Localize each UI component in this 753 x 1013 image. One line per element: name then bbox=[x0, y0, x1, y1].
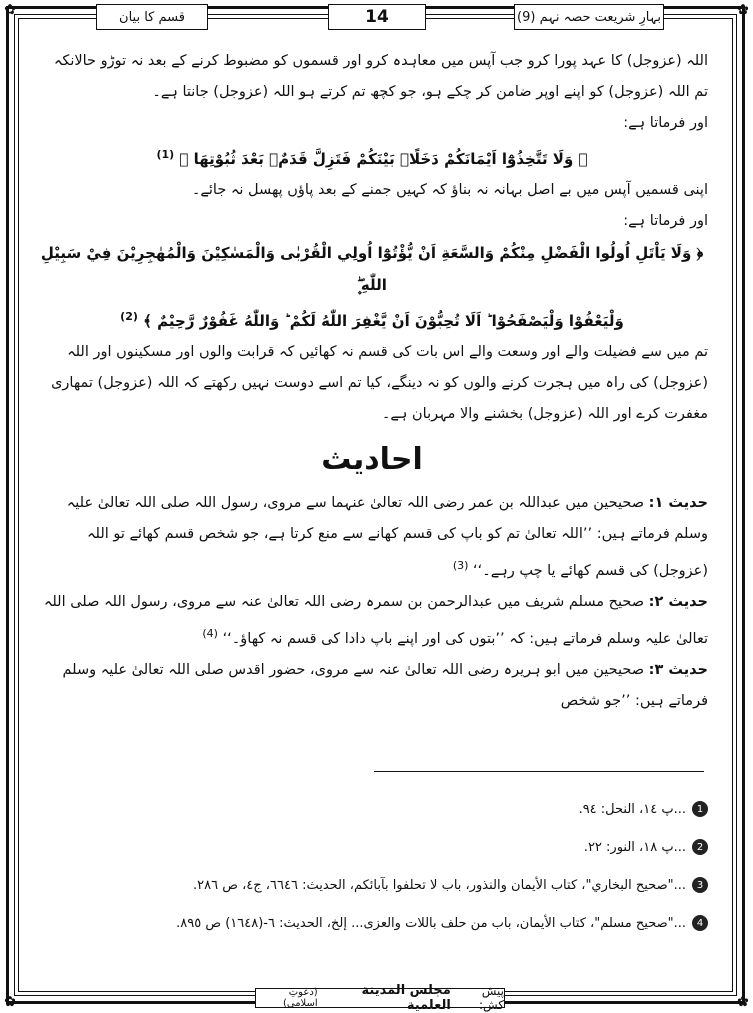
footnote-number: 1 bbox=[692, 801, 708, 817]
footnote-reference: (3) bbox=[452, 559, 469, 572]
paragraph: اور فرماتا ہے: bbox=[623, 115, 708, 131]
chapter-title: قسم کا بیان bbox=[96, 4, 208, 30]
footnote-reference: (4) bbox=[202, 626, 218, 640]
verse-text: ﴿ وَلَا يَاْتَلِ اُولُوا الْفَضْلِ مِنْكُمْ وَالسَّعَةِ اَنْ يُّؤْتُوْٓا اُولِي الْقُرْبٰى وَالْمَسٰكِيْنَ وَالْمُهٰجِرِيْنَ فِيْ سَبِيْلِ اللّٰهِ ۪ۖ bbox=[40, 244, 704, 294]
footnote bbox=[40, 790, 708, 828]
hadith-text: صحیح مسلم شریف میں عبدالرحمن بن سمرہ رضی اللہ تعالیٰ عنہ سے مروی، رسول اللہ صلی اللہ تعالیٰ علیہ وسلم فرماتے ہیں: کہ ’’بتوں کی اور اپنے باپ دادا کی قسم نہ کھاؤ۔‘‘ bbox=[43, 593, 708, 647]
quran-verse bbox=[36, 139, 708, 175]
footnote-number: 2 bbox=[692, 839, 708, 855]
hadith-label: حدیث ۱: bbox=[648, 495, 708, 511]
verse-text: ﴿ وَلَا تَتَّخِذُوْٓا اَيْمَانَكُمْ دَخَلًاۢ بَيْنَكُمْ فَتَزِلَّ قَدَمٌۢ بَعْدَ ثُبُوْتِهَا ﴾ bbox=[179, 150, 588, 168]
page-number: 14 bbox=[328, 4, 426, 30]
footnote-separator bbox=[374, 771, 704, 772]
hadith-item bbox=[36, 488, 708, 587]
footnote-text: ...پ ١٨، النور: ٢٢. bbox=[583, 839, 686, 855]
corner-ornament-icon: ✿ bbox=[737, 2, 749, 18]
footnote-text: ..."صحيح البخاري"، كتاب الأيمان والنذور، باب لا تحلفوا بآبائكم، الحديث: ٦٦٤٦، ج٤، ص ٢٨٦. bbox=[193, 877, 686, 893]
footnote-reference: (2) bbox=[120, 310, 138, 323]
corner-ornament-icon: ✿ bbox=[4, 994, 16, 1010]
page-content bbox=[36, 46, 708, 717]
book-title: بہارِ شریعت حصہ نہم (9) bbox=[514, 4, 664, 30]
hadith-label: حدیث ۳: bbox=[648, 661, 708, 678]
footnote-text: ..."صحيح مسلم"، كتاب الأيمان، باب من حلف باللات والعزى... إلخ، الحديث: ٦-(١٦٤٨) ص ٨٩٥. bbox=[176, 915, 686, 931]
hadith-item bbox=[36, 587, 708, 655]
footer-prefix: پیش کش: bbox=[478, 984, 504, 1012]
footnote-number: 4 bbox=[692, 915, 708, 931]
publisher-name: مجلس المدينة العلمية bbox=[361, 983, 451, 1013]
footnote bbox=[40, 828, 708, 866]
footnote-text: ...پ ١٤، النحل: ٩٤. bbox=[578, 801, 686, 817]
paragraph: اللہ (عزوجل) کا عہد پورا کرو جب آپس میں معاہدہ کرو اور قسموں کو مضبوط کرنے کے بعد نہ توڑو حالانکہ تم اللہ (عزوجل) کو اپنے اوپر ضامن کر چکے ہو، جو کچھ تم کرتے ہو اللہ (عزوجل) جانتا ہے۔ bbox=[53, 53, 708, 100]
hadith-label: حدیث ۲: bbox=[648, 593, 708, 610]
corner-ornament-icon: ✿ bbox=[4, 2, 16, 18]
publisher-org: (دعوتِ اسلامی) bbox=[282, 987, 318, 1009]
section-heading: احادیث bbox=[321, 442, 423, 477]
hadith-text: صحیحین میں ابو ہریرہ رضی اللہ تعالیٰ عنہ سے مروی، حضور اقدس صلی اللہ تعالیٰ علیہ وسلم فرماتے ہیں: ’’جو شخص bbox=[62, 661, 708, 709]
quran-verse bbox=[36, 237, 708, 301]
footnote-number: 3 bbox=[692, 877, 708, 893]
footnote-reference: (1) bbox=[156, 148, 175, 161]
hadith-text: صحیحین میں عبداللہ بن عمر رضی اللہ تعالیٰ عنہما سے مروی، رسول اللہ صلی اللہ تعالیٰ علیہ وسلم فرماتے ہیں: ’’اللہ تعالیٰ تم کو باپ کی قسم کھانے سے منع کرتا ہے، جو شخص قسم کھائے تو اللہ (عزوجل) کی قسم کھائے یا چپ رہے۔‘‘ bbox=[66, 495, 708, 579]
verse-text: وَلْيَعْفُوْا وَلْيَصْفَحُوْا ؕ اَلَا تُحِبُّوْنَ اَنْ يَّغْفِرَ اللّٰهُ لَكُمْ ؕ وَاللّٰهُ غَفُوْرٌ رَّحِيْمٌ ﴾ bbox=[143, 312, 624, 330]
hadith-item bbox=[36, 655, 708, 717]
footnote bbox=[40, 904, 708, 942]
corner-ornament-icon: ✿ bbox=[737, 994, 749, 1010]
paragraph: تم میں سے فضیلت والے اور وسعت والے اس بات کی قسم نہ کھائیں کہ قرابت والوں اور مسکینوں اور اللہ (عزوجل) کی راہ میں ہجرت کرنے والوں کو نہ دینگے، کیا تم اسے دوست نہیں رکھتے کہ اللہ (عزوجل) تمھاری مغفرت کرے اور اللہ (عزوجل) بخشنے والا مہربان ہے۔ bbox=[51, 344, 708, 422]
paragraph: اور فرماتا ہے: bbox=[623, 213, 708, 229]
footnote bbox=[40, 866, 708, 904]
paragraph: اپنی قسمیں آپس میں بے اصل بہانہ نہ بناؤ کہ کہیں جمنے کے بعد پاؤں پھسل نہ جائے۔ bbox=[191, 182, 708, 198]
publisher-footer bbox=[255, 983, 505, 1013]
footnotes bbox=[40, 790, 708, 942]
quran-verse bbox=[36, 301, 708, 337]
